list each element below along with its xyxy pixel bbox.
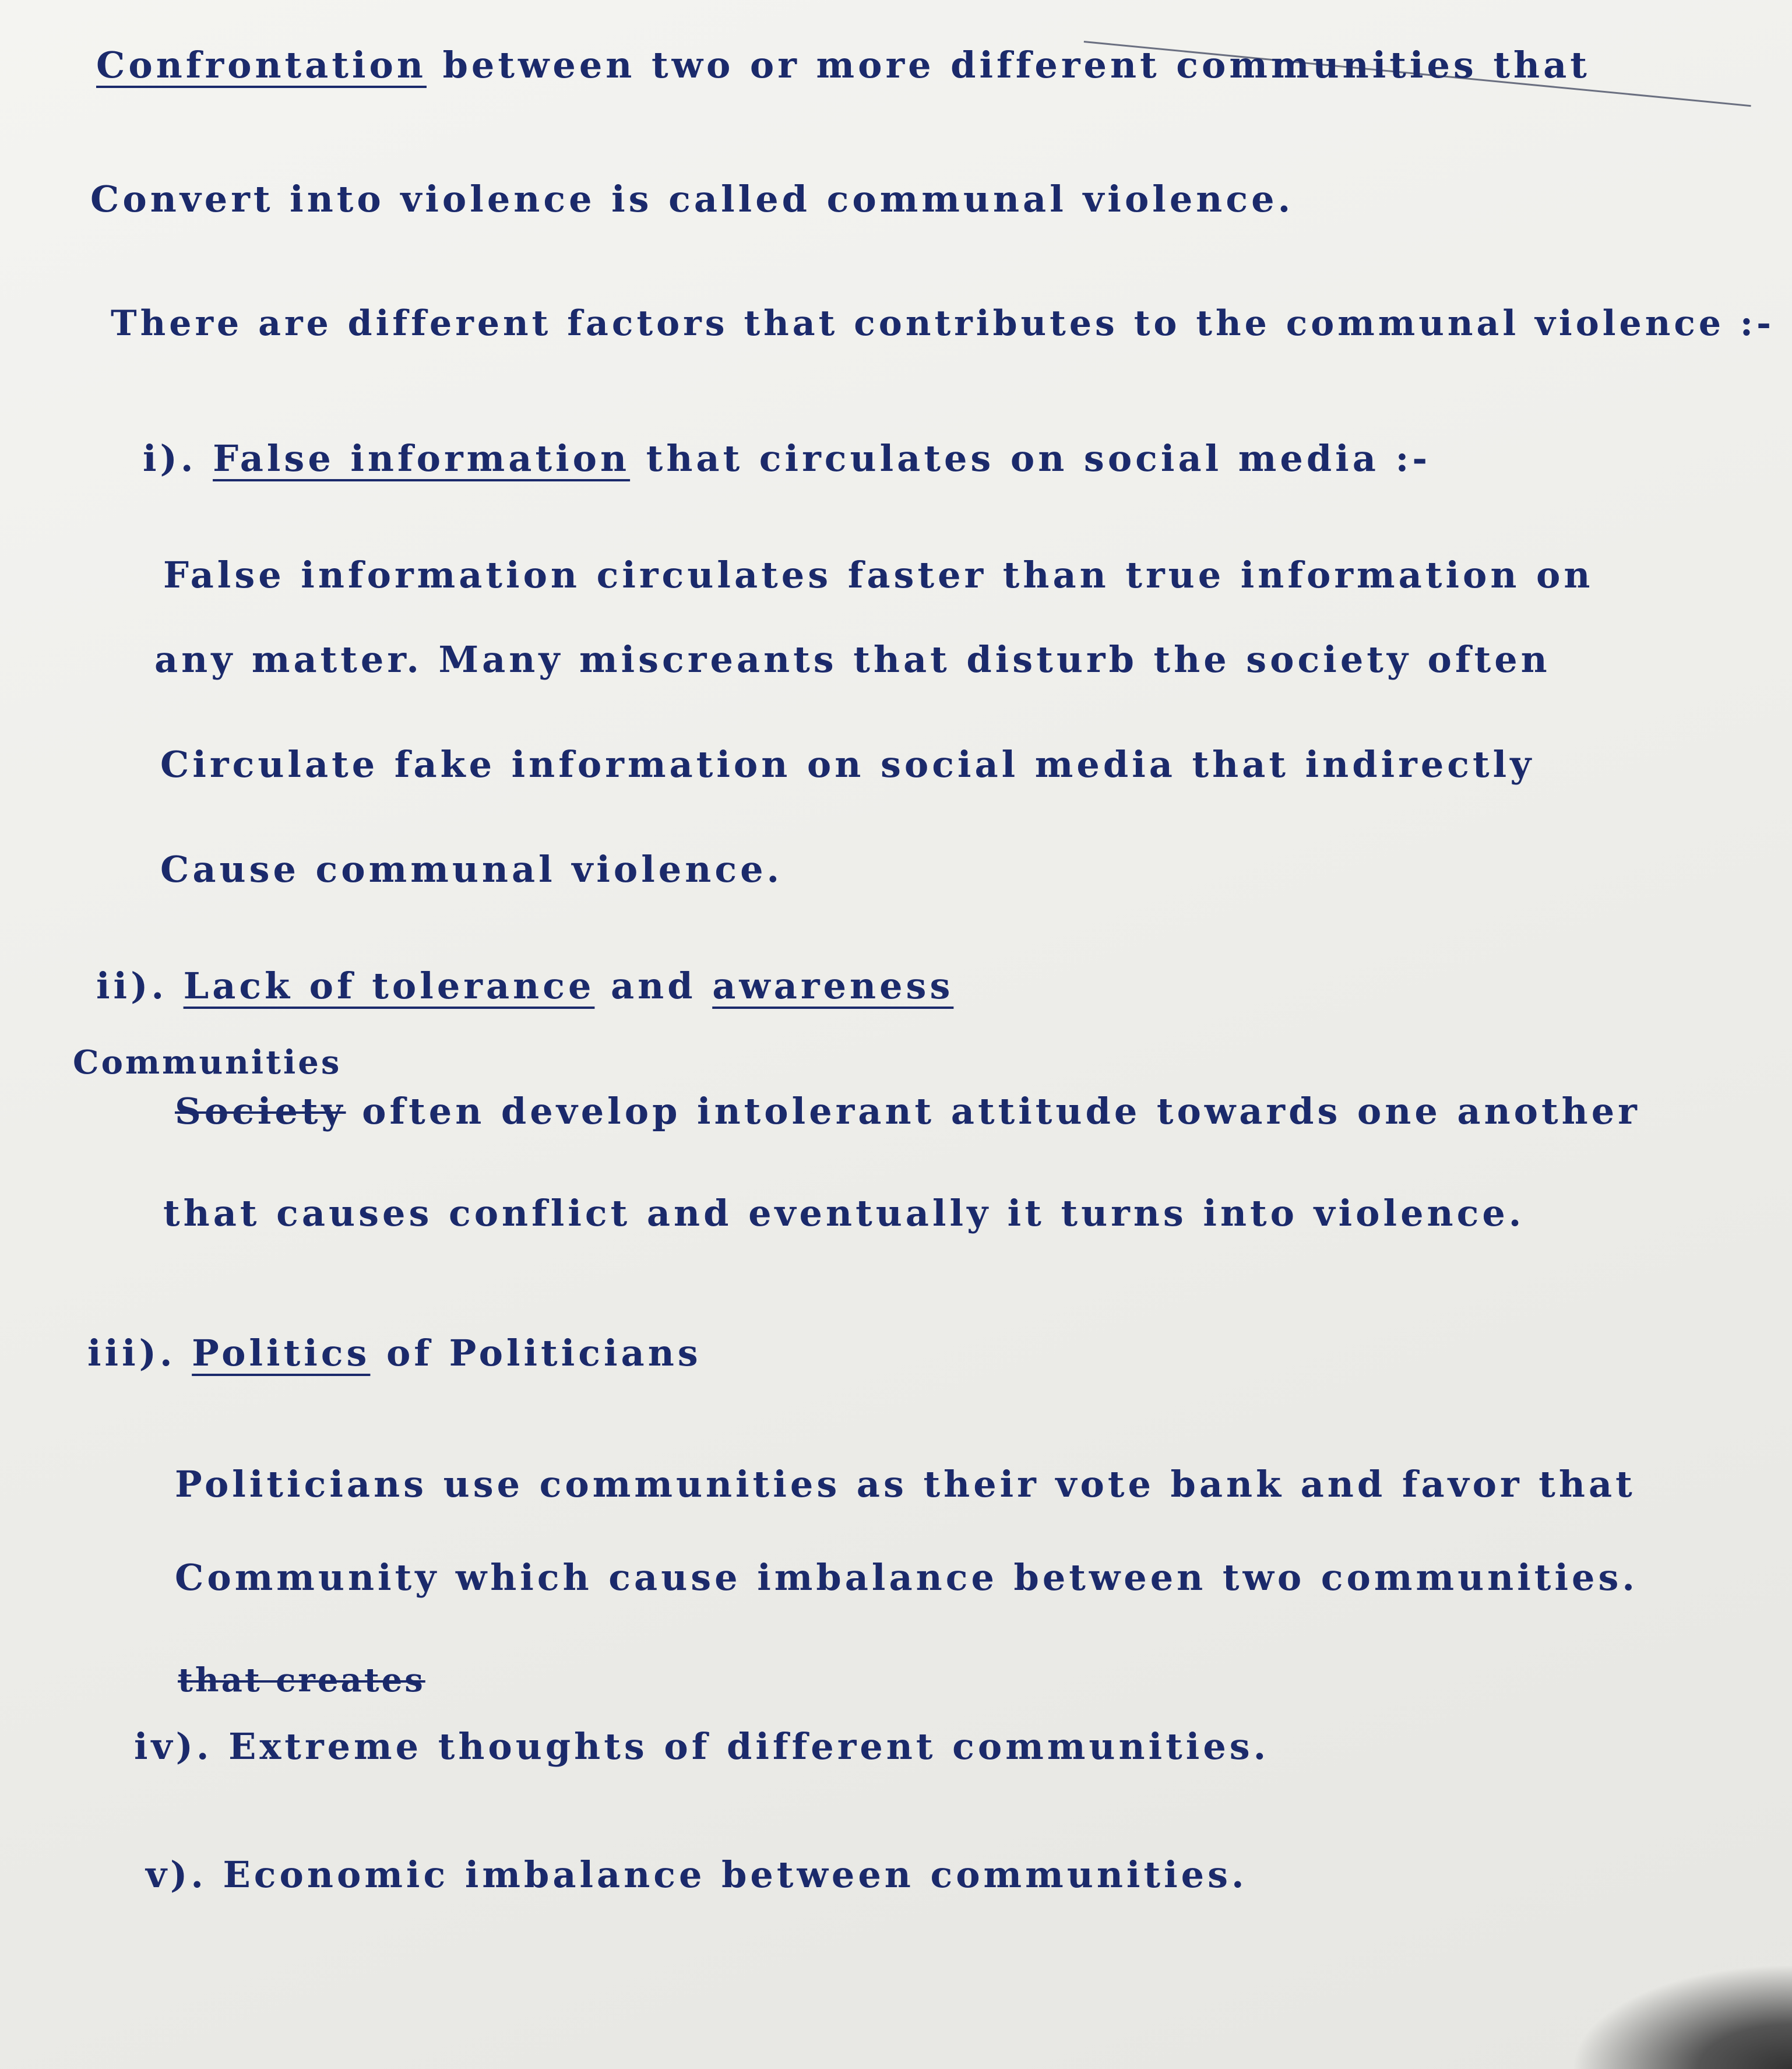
factor-3-title-b: of Politicians	[386, 1332, 702, 1374]
factor-2-number: ii).	[96, 965, 168, 1007]
factor-1-number: i).	[143, 437, 197, 480]
factor-1-body-line: Circulate fake information on social media that indirectly	[160, 743, 1535, 786]
factor-1-body-line: Cause communal violence.	[160, 848, 783, 891]
factor-3-heading	[87, 1332, 702, 1374]
factor-2-body-line-1	[175, 1090, 1640, 1132]
factors-intro: There are different factors that contributes to the communal violence :-	[111, 303, 1775, 344]
factor-2-title-a: Lack of tolerance	[183, 965, 595, 1007]
factor-1-title-tail: that circulates on social media :-	[646, 437, 1431, 480]
factor-4: iv). Extreme thoughts of different communities.	[134, 1725, 1270, 1768]
factor-2-title-and: and	[611, 965, 696, 1007]
factor-1-title: False information	[213, 437, 631, 480]
corner-shadow	[1571, 1964, 1792, 2069]
factor-5: v). Economic imbalance between communities.	[146, 1853, 1248, 1896]
intro-line-1-tail: between two or more different communities that	[442, 44, 1590, 86]
factor-1-body-line: any matter. Many miscreants that disturb the society often	[154, 638, 1551, 681]
factor-1-heading	[143, 437, 1431, 480]
intro-line-1	[96, 44, 1590, 86]
intro-keyword: Confrontation	[96, 44, 427, 86]
intro-line-2: Convert into violence is called communal violence.	[90, 178, 1294, 220]
factor-2-insertion: Communities	[73, 1043, 342, 1082]
factor-2-body-line-2: that causes conflict and eventually it turns into violence.	[163, 1192, 1525, 1234]
factor-3-number: iii).	[87, 1332, 176, 1374]
factor-2-body-line-1-tail: often develop intolerant attitude towards one another	[362, 1090, 1640, 1132]
factor-2-heading	[96, 965, 953, 1007]
factor-3-body-line: Politicians use communities as their vote bank and favor that	[175, 1463, 1636, 1505]
factor-3-body-line: Community which cause imbalance between two communities.	[175, 1556, 1638, 1599]
factor-3-title-a: Politics	[192, 1332, 371, 1374]
struck-word: Society	[175, 1090, 346, 1132]
struck-line: that creates	[178, 1661, 425, 1699]
factor-1-body-line: False information circulates faster than true information on	[163, 554, 1594, 596]
factor-2-title-b: awareness	[712, 965, 954, 1007]
